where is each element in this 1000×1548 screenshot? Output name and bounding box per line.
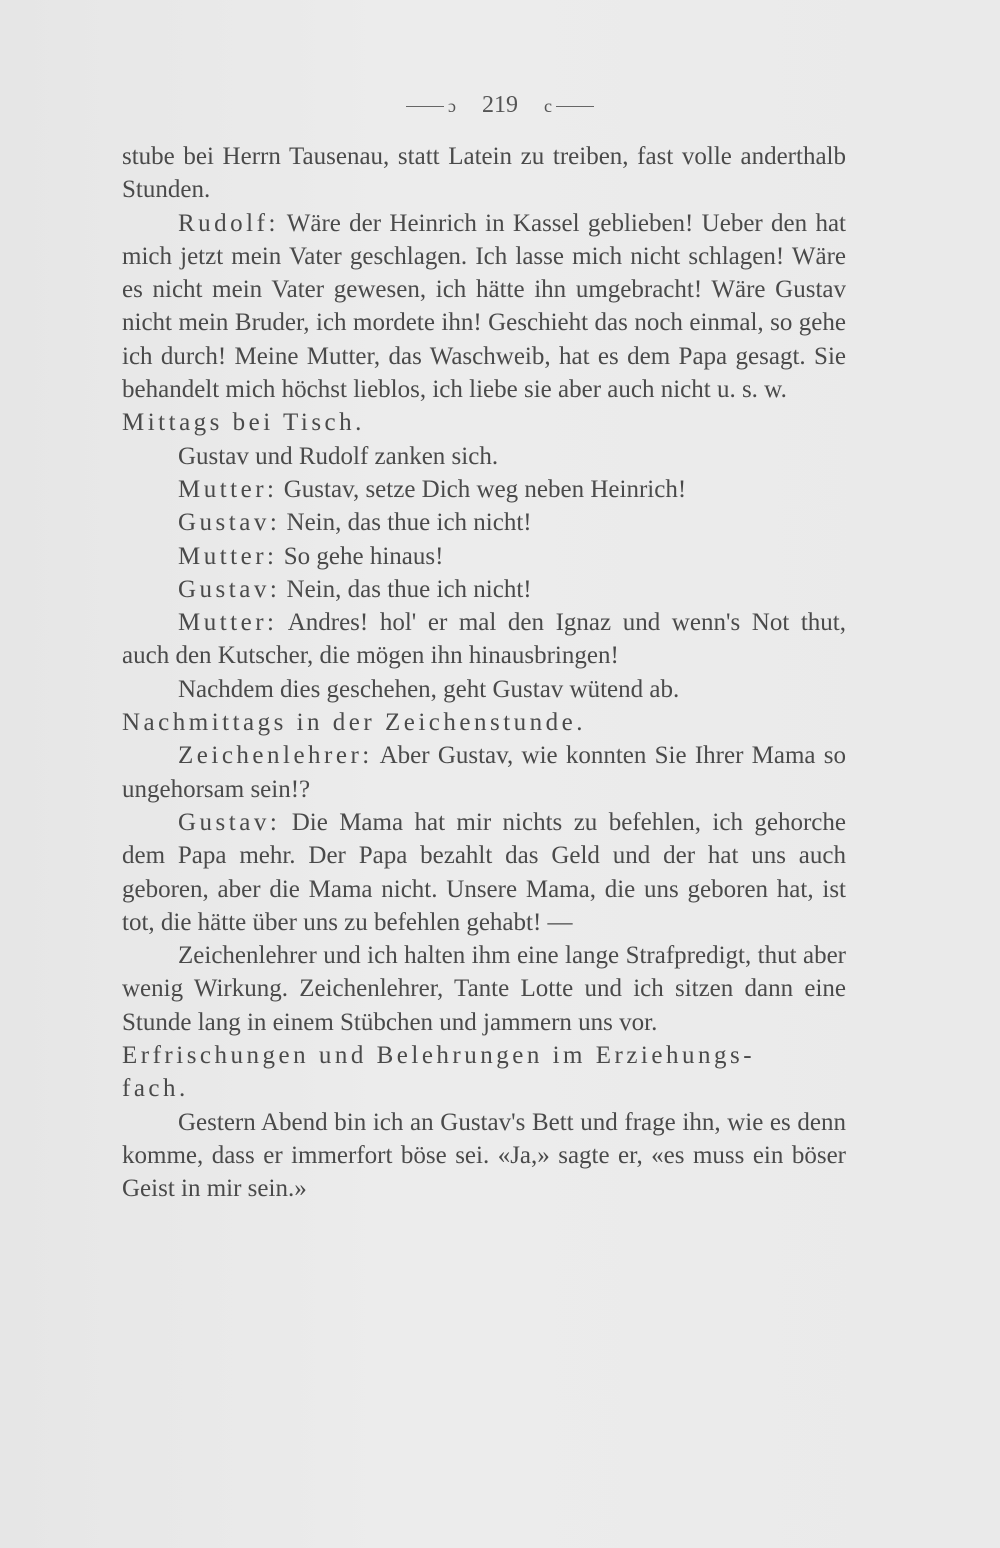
page-header	[0, 92, 1000, 119]
speaker-label: Gustav:	[178, 575, 281, 603]
speech-text: Andres! hol' er mal den Ignaz und wenn's Not thut, auch den Kutscher, die mögen ihn hinausbringen!	[122, 609, 846, 670]
speaker-label: Gustav:	[178, 509, 281, 537]
speaker-label: Rudolf:	[178, 209, 279, 237]
speech-text: Die Mama hat mir nichts zu befehlen, ich gehorche dem Papa mehr. Der Papa bezahlt das Geld und der hat uns auch geboren, aber die Mama nicht. Unsere Mama, die uns geboren hat, ist tot, die hätte über uns zu befehlen gehabt! —	[122, 808, 846, 936]
paragraph-mutter-1	[122, 473, 846, 506]
page-number: 219	[482, 92, 518, 118]
speech-text: Nein, das thue ich nicht!	[280, 575, 532, 603]
paragraph-narration: Gestern Abend bin ich an Gustav's Bett und frage ihn, wie es denn komme, dass er immerfort böse sei. «Ja,» sagte er, «es muss ein böser Geist in mir sein.»	[122, 1108, 846, 1203]
paragraph-gustav-3	[122, 806, 846, 939]
section-heading-erfrischungen-line2: fach.	[122, 1075, 189, 1103]
speech-text: So gehe hinaus!	[277, 542, 444, 570]
speech-text: Nein, das thue ich nicht!	[280, 509, 532, 537]
paragraph-mutter-2	[122, 540, 846, 573]
body-text	[122, 140, 846, 1206]
speech-text: Gustav, setze Dich weg neben Heinrich!	[277, 475, 687, 503]
speaker-label: Zeichenlehrer:	[178, 742, 373, 770]
paragraph-gustav-1	[122, 506, 846, 539]
paragraph-rudolf	[122, 207, 846, 407]
header-rule-left	[406, 106, 444, 107]
section-heading-erfrischungen: Erfrischungen und Belehrungen im Erziehungs-	[122, 1042, 756, 1070]
paragraph-zeichenlehrer	[122, 739, 846, 806]
header-rule-right	[556, 106, 594, 107]
header-ornament-left: ɔ	[448, 96, 456, 116]
paragraph-gustav-2	[122, 573, 846, 606]
header-ornament-right: c	[544, 96, 552, 116]
speaker-label: Mutter:	[178, 475, 278, 503]
speaker-label: Gustav:	[178, 808, 281, 836]
stage-direction: Nachdem dies geschehen, geht Gustav wütend ab.	[178, 675, 680, 703]
paragraph-narration: Zeichenlehrer und ich halten ihm eine lange Strafpredigt, thut aber wenig Wirkung. Zeichenlehrer, Tante Lotte und ich sitzen dann eine Stunde lang in einem Stübchen und jammern uns vor.	[122, 942, 846, 1036]
speech-text: Wäre der Heinrich in Kassel geblieben! Ueber den hat mich jetzt mein Vater geschlagen. Ich lasse mich nicht schlagen! Wäre es nicht mein Vater gewesen, ich hätte ihn umgebracht! Wäre Gustav nicht mein Bruder, ich mordete ihn! Geschieht das noch einmal, so gehe ich durch! Meine Mutter, das Waschweib, hat es dem Papa gesagt. Sie behandelt mich höchst lieblos, ich liebe sie aber auch nicht u. s. w.	[122, 209, 846, 404]
section-heading-zeichenstunde: Nachmittags in der Zeichenstunde.	[122, 709, 586, 737]
speech-text: Aber Gustav, wie konnten Sie Ihrer Mama so ungehorsam sein!?	[122, 742, 846, 803]
paragraph-mutter-3	[122, 606, 846, 673]
speaker-label: Mutter:	[178, 542, 278, 570]
section-heading-mittags: Mittags bei Tisch.	[122, 409, 365, 437]
paragraph-continuation: stube bei Herrn Tausenau, statt Latein zu treiben, fast volle anderthalb Stunden.	[122, 143, 846, 204]
stage-direction: Gustav und Rudolf zanken sich.	[178, 442, 499, 470]
speaker-label: Mutter:	[178, 609, 278, 637]
